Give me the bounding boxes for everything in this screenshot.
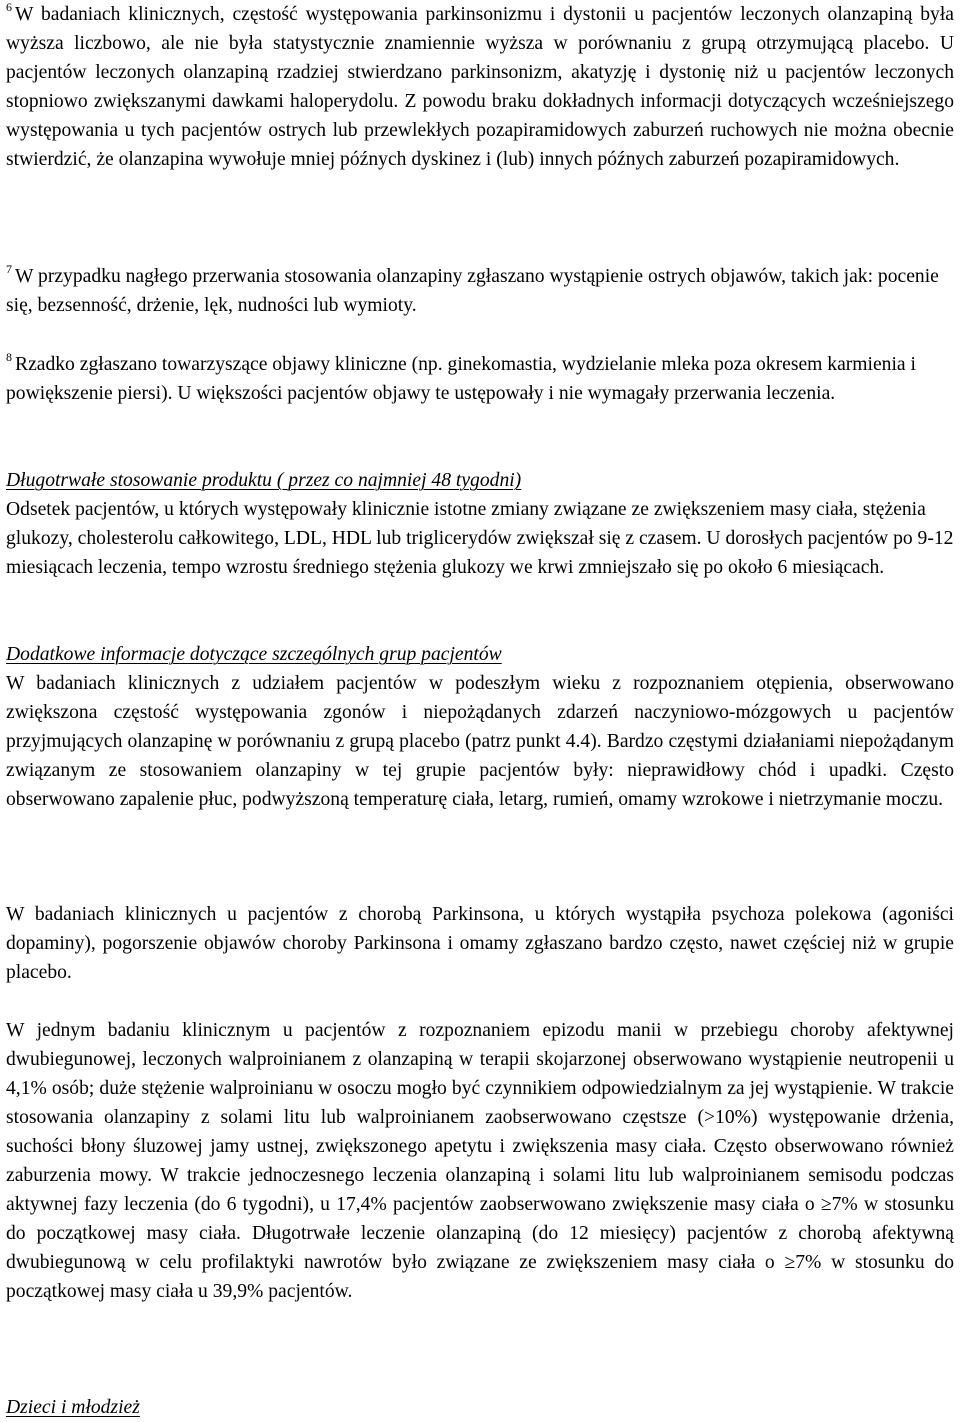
- section-paragraph: Odsetek pacjentów, u których występowały klinicznie istotne zmiany związane ze zwiększeniem masy ciała, stężenia glukozy, cholesterolu całkowitego, LDL, HDL lub triglicerydów zwiększał się z czasem. U dorosłych pacjentów po 9-12 miesiącach leczenia, tempo wzrostu średniego stężenia glukozy we krwi zmniejszało się po około 6 miesiącach.: [6, 499, 954, 578]
- footnote-7: [6, 262, 954, 320]
- section-paragraph: W jednym badaniu klinicznym u pacjentów z rozpoznaniem epizodu manii w przebiegu choroby afektywnej dwubiegunowej, leczonych walproinianem z olanzapiną w terapii skojarzonej obserwowano wystąpienie neutropenii u 4,1% osób; duże stężenie walproinianu w osoczu mogło być czynnikiem odpowiedzialnym za jej wystąpienie. W trakcie stosowania olanzapiny z solami litu lub walproinianem zaobserwowano częstsze (>10%) występowanie drżenia, suchości błony śluzowej jamy ustnej, zwiększonego apetytu i zwiększenia masy ciała. Często obserwowano również zaburzenia mowy. W trakcie jednoczesnego leczenia olanzapiną i solami litu lub walproinianem semisodu podczas aktywnej fazy leczenia (do 6 tygodni), u 17,4% pacjentów zaobserwowano zwiększenie masy ciała o ≥7% w stosunku do początkowej masy ciała. Długotrwałe leczenie olanzapiną (do 12 miesięcy) pacjentów z chorobą afektywną dwubiegunową w celu profilaktyki nawrotów było związane ze zwiększeniem masy ciała o ≥7% w stosunku do początkowej masy ciała u 39,9% pacjentów.: [6, 1020, 954, 1302]
- footnote-marker: 8: [6, 350, 12, 364]
- section-heading: Dodatkowe informacje dotyczące szczególnych grup pacjentów: [6, 644, 502, 665]
- footnote-8: [6, 350, 954, 408]
- footnote-text: W badaniach klinicznych, częstość występowania parkinsonizmu i dystonii u pacjentów leczonych olanzapiną była wyższa liczbowo, ale nie była statystycznie znamiennie wyższa w porównaniu z grupą otrzymującą placebo. U pacjentów leczonych olanzapiną rzadziej stwierdzano parkinsonizm, akatyzję i dystonię niż u pacjentów leczonych stopniowo zwiększanymi dawkami haloperydolu. Z powodu braku dokładnych informacji dotyczących wcześniejszego występowania u tych pacjentów ostrych lub przewlekłych pozapiramidowych zaburzeń ruchowych nie można obecnie stwierdzić, że olanzapina wywołuje mniej późnych dyskinez i (lub) innych późnych zaburzeń pozapiramidowych.: [6, 4, 954, 170]
- footnote-text: Rzadko zgłaszano towarzyszące objawy kliniczne (np. ginekomastia, wydzielanie mleka poza okresem karmienia i powiększenie piersi). U większości pacjentów objawy te ustępowały i nie wymagały przerwania leczenia.: [6, 354, 916, 404]
- section-heading-children: Dzieci i młodzież: [6, 1397, 140, 1418]
- section-paragraph: W badaniach klinicznych u pacjentów z chorobą Parkinsona, u których wystąpiła psychoza polekowa (agoniści dopaminy), pogorszenie objawów choroby Parkinsona i omamy zgłaszano bardzo często, nawet częściej niż w grupie placebo.: [6, 904, 954, 983]
- special-groups-section: [6, 640, 954, 814]
- footnote-marker: 7: [6, 262, 12, 276]
- footnote-text: W przypadku nagłego przerwania stosowania olanzapiny zgłaszano wystąpienie ostrych objawów, takich jak: pocenie się, bezsenność, drżenie, lęk, nudności lub wymioty.: [6, 266, 939, 316]
- footnote-marker: 6: [6, 0, 12, 14]
- long-term-section: [6, 466, 954, 582]
- section-paragraph: W badaniach klinicznych z udziałem pacjentów w podeszłym wieku z rozpoznaniem otępienia, obserwowano zwiększona częstość występowania zgonów i niepożądanych zdarzeń naczyniowo-mózgowych u pacjentów przyjmujących olanzapinę w porównaniu z grupą placebo (patrz punkt 4.4). Bardzo częstymi działaniami niepożądanym związanym ze stosowaniem olanzapiny w tej grupie pacjentów były: nieprawidłowy chód i upadki. Często obserwowano zapalenie płuc, podwyższoną temperaturę ciała, letarg, rumień, omamy wzrokowe i nietrzymanie moczu.: [6, 673, 954, 810]
- footnote-6: [6, 0, 954, 174]
- section-heading: Długotrwałe stosowanie produktu ( przez co najmniej 48 tygodni): [6, 470, 522, 491]
